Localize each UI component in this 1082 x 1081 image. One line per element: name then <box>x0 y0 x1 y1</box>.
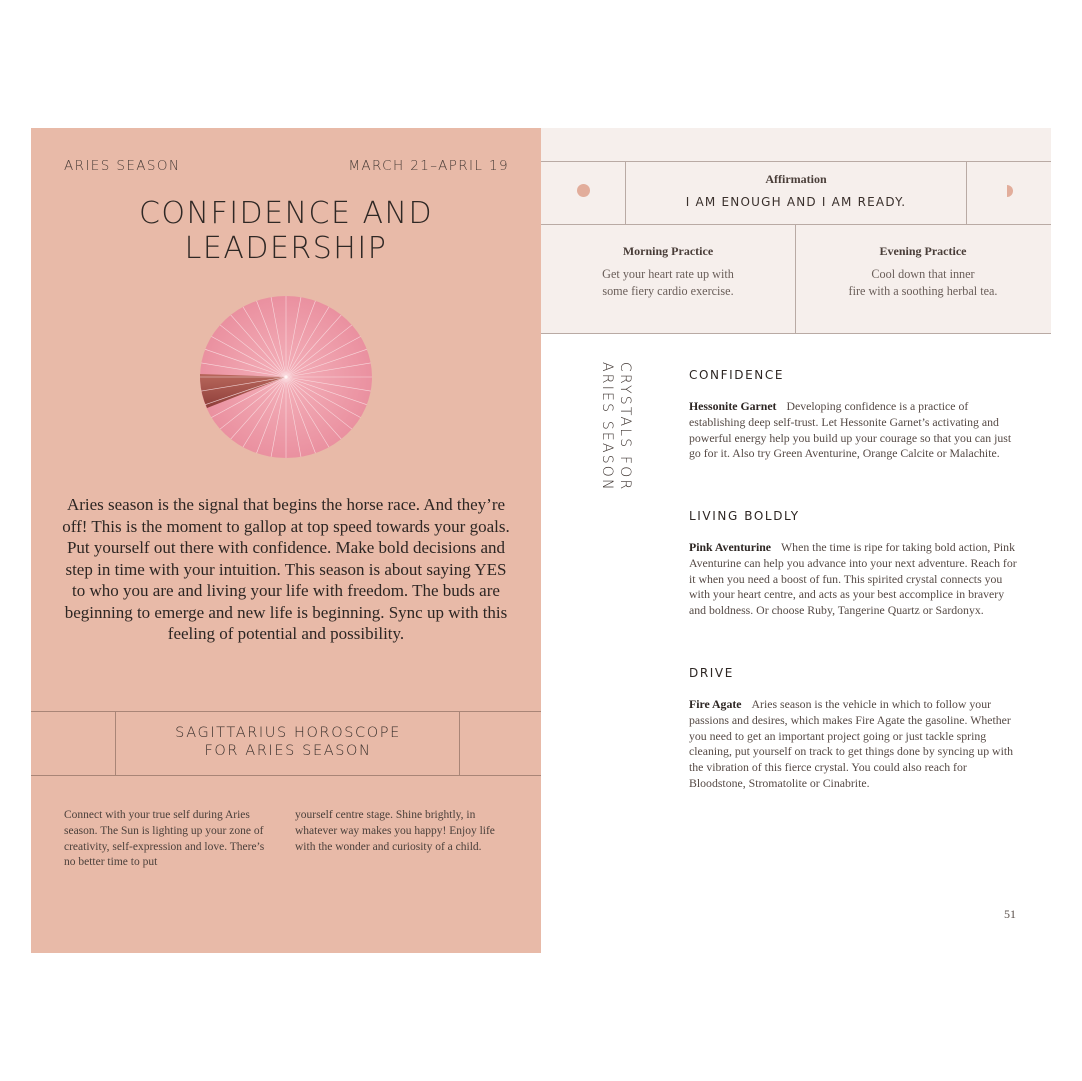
horoscope-title-line-2: FOR ARIES SEASON <box>204 743 372 759</box>
stone-name: Hessonite Garnet <box>689 399 777 413</box>
evening-line-2: fire with a soothing herbal tea. <box>848 283 998 298</box>
wheel-center <box>284 375 287 378</box>
horoscope-title-line-1: SAGITTARIUS HOROSCOPE <box>175 725 401 741</box>
section-text: Aries season is the vehicle in which to follow your passions and desires, which makes Fire Agate the gasoline. Whether you need to get an important project going or just tackle spring cleaning, put yourself on track to get things done by syncing up with the vibration of this fierce crystal. You could also reach for Bloodstone, Stromatolite or Cinabrite. <box>689 697 1014 790</box>
page-title <box>31 196 541 266</box>
morning-line-2: some fiery cardio exercise. <box>602 283 734 298</box>
affirm-divider-right <box>966 161 967 224</box>
page-number: 51 <box>1004 907 1016 921</box>
stone-name: Pink Aventurine <box>689 540 772 554</box>
affirm-divider-left <box>625 161 626 224</box>
morning-practice-label: Morning Practice <box>622 244 714 258</box>
section-body-drive <box>689 697 1023 792</box>
morning-practice-text <box>541 266 795 299</box>
season-dates: MARCH 21–APRIL 19 <box>348 158 509 174</box>
section-body-living-boldly <box>689 540 1023 619</box>
title-line-2: LEADERSHIP <box>184 231 388 266</box>
section-heading-confidence: CONFIDENCE <box>689 368 785 382</box>
horoscope-title <box>116 724 460 760</box>
vertical-title-line-2: ARIES SEASON <box>599 362 615 492</box>
section-text: When the time is ripe for taking bold action, Pink Aventurine can help you advance into your next adventure. Reach for it when you need a boost of fun. This spirited crystal connects you with your heart centre, and acts as your best accomplice in bravery and boldness. Or choose Ruby, Tangerine Quartz or Sardonyx. <box>689 540 1017 618</box>
section-heading-living-boldly: LIVING BOLDLY <box>689 509 800 523</box>
evening-practice-label: Evening Practice <box>879 244 967 258</box>
vertical-title-line-1: CRYSTALS FOR <box>617 362 633 492</box>
stone-name: Fire Agate <box>689 697 742 711</box>
crystals-vertical-title <box>598 362 642 506</box>
evening-line-1: Cool down that inner <box>871 267 975 281</box>
full-moon-icon <box>577 184 590 197</box>
title-line-1: CONFIDENCE AND <box>138 196 434 231</box>
affirmation-label: Affirmation <box>765 172 827 186</box>
practice-band <box>541 128 1051 334</box>
horoscope-text-col-1: Connect with your true self during Aries season. The Sun is lighting up your zone of creativity, self-expression and love. There’s no better time to put <box>64 809 265 869</box>
morning-line-1: Get your heart rate up with <box>602 267 734 281</box>
band-rule-top <box>541 161 1051 162</box>
left-page <box>31 128 541 953</box>
affirmation-text: I AM ENOUGH AND I AM READY. <box>685 195 907 209</box>
zodiac-wheel-illustration <box>200 296 372 458</box>
horoscope-title-band <box>31 711 541 776</box>
section-body-confidence <box>689 399 1023 462</box>
half-moon-icon <box>1007 185 1013 197</box>
season-label: ARIES SEASON <box>64 158 181 174</box>
horoscope-text-col-2: yourself centre stage. Shine brightly, in whatever way makes you happy! Enjoy life with the wonder and curiosity of a child. <box>295 809 495 853</box>
section-heading-drive: DRIVE <box>689 666 734 680</box>
band-rule-middle <box>541 224 1051 225</box>
evening-practice-text <box>796 266 1050 299</box>
season-intro-text: Aries season is the signal that begins the horse race. And they’re off! This is the moment to gallop at top speed towards your goals. Put yourself out there with confidence. Make bold decisions and step in time with your intuition. This season is about saying YES to who you are and living your life with freedom. The buds are beginning to emerge and new life is beginning. Sync up with this feeling of potential and possibility. <box>62 495 510 643</box>
section-text: Developing confidence is a practice of establishing deep self-trust. Let Hessonite Garnet’s activating and powerful energy help you build up your courage so that you can just go for it. Also try Green Aventurine, Orange Calcite or Malachite. <box>689 399 1012 461</box>
